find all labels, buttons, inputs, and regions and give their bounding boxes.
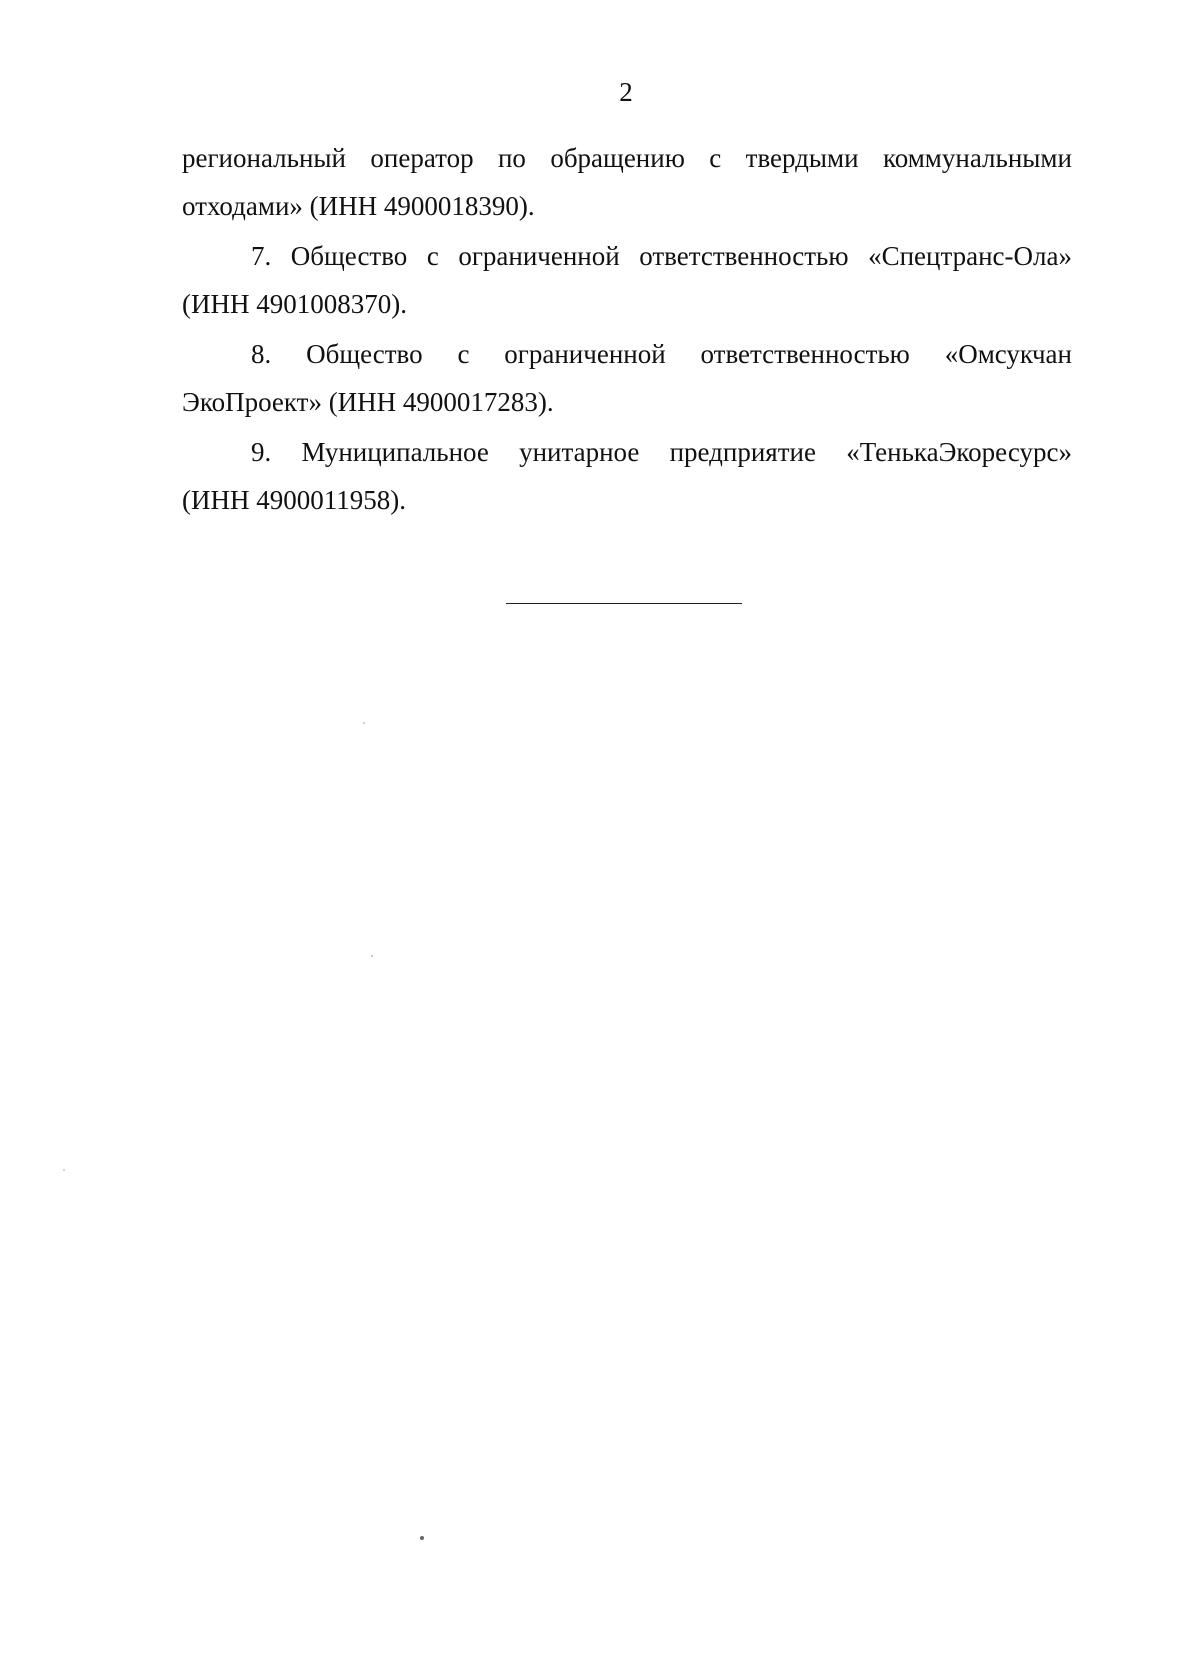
scan-speck <box>63 1169 65 1171</box>
word: ответственностью <box>639 241 849 271</box>
text-line: ЭкоПроект» (ИНН 4900017283). <box>182 387 554 417</box>
word: Муниципальное <box>301 437 489 467</box>
justified-line <box>182 134 1072 182</box>
word: по <box>497 143 526 173</box>
paragraph-continuation <box>182 134 1072 230</box>
word: «ТенькаЭкоресурс» <box>846 437 1072 467</box>
word: с <box>709 143 722 173</box>
word: Общество <box>306 339 423 369</box>
scan-speck <box>420 1536 424 1540</box>
word: ограниченной <box>504 339 666 369</box>
text-line <box>182 134 1072 182</box>
text-line: (ИНН 4900011958). <box>182 485 406 515</box>
word: с <box>457 339 470 369</box>
word: 8. <box>251 339 272 369</box>
word: «Омсукчан <box>944 339 1072 369</box>
justified-line <box>251 428 1072 476</box>
scan-speck <box>371 955 373 957</box>
word: оператор <box>370 143 474 173</box>
justified-line <box>251 232 1072 280</box>
justified-line <box>251 330 1072 378</box>
scan-speck <box>363 722 365 724</box>
word: с <box>426 241 439 271</box>
word: предприятие <box>669 437 816 467</box>
word: региональный <box>182 143 347 173</box>
list-item-8 <box>182 330 1072 426</box>
list-item-7 <box>182 232 1072 328</box>
document-body <box>182 134 1072 526</box>
word: обращению <box>550 143 685 173</box>
word: «Спецтранс-Ола» <box>868 241 1072 271</box>
text-line <box>182 232 1072 280</box>
page-number: 2 <box>619 77 633 107</box>
text-line: (ИНН 4901008370). <box>182 289 407 319</box>
closing-separator-line <box>506 603 742 604</box>
word: унитарное <box>519 437 640 467</box>
word: ограниченной <box>458 241 620 271</box>
text-line <box>182 330 1072 378</box>
word: ответственностью <box>700 339 910 369</box>
word: твердыми <box>745 143 859 173</box>
text-line <box>182 428 1072 476</box>
list-item-9 <box>182 428 1072 524</box>
word: коммунальными <box>882 143 1072 173</box>
word: Общество <box>290 241 408 271</box>
word: 9. <box>251 437 272 467</box>
text-line: отходами» (ИНН 4900018390). <box>182 191 535 221</box>
word: 7. <box>251 241 272 271</box>
